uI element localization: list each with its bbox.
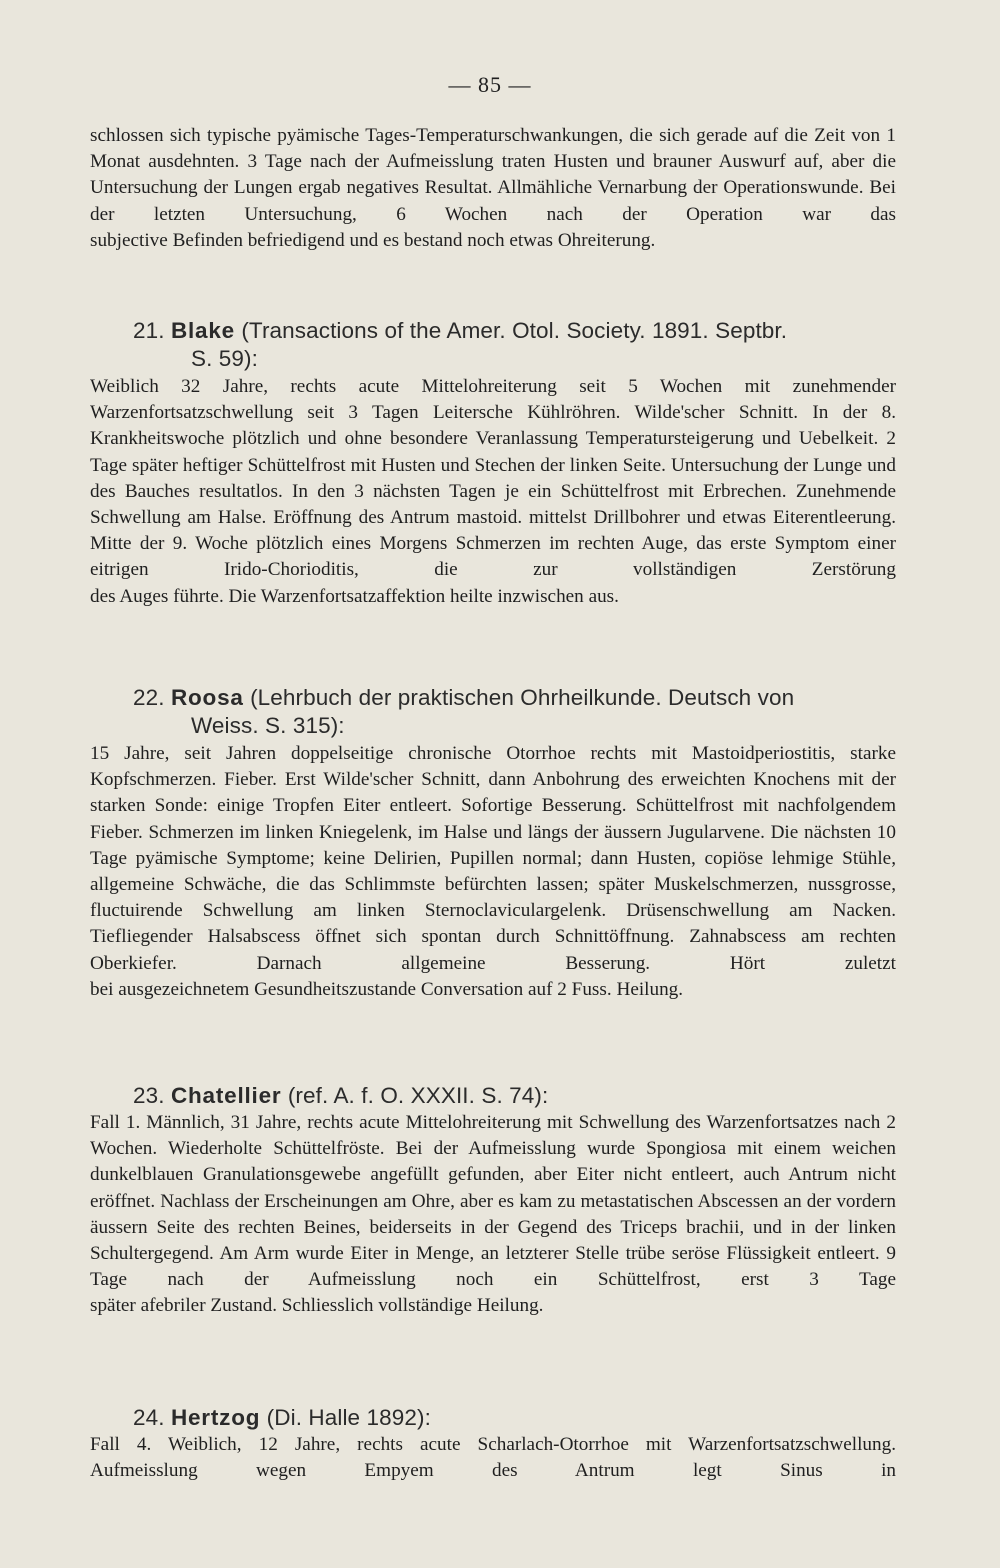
page-number: — 85 — — [448, 72, 532, 97]
case-number: 23. — [133, 1083, 165, 1108]
case-heading-24 — [133, 1404, 913, 1432]
case-reference: (Transactions of the Amer. Otol. Society. 1891. Septbr. — [241, 318, 788, 343]
case-heading-23 — [133, 1082, 913, 1110]
paragraph-text: Fall 4. Weiblich, 12 Jahre, rechts acute Scharlach-Otorrhoe mit Warzenfortsatzschwellung. Aufmeisslung wegen Empyem des Antrum legt Sinus in — [90, 1434, 896, 1482]
intro-paragraph — [90, 123, 896, 283]
case-reference-continued: S. 59): — [191, 346, 258, 371]
paragraph-text: 15 Jahre, seit Jahren doppelseitige chronische Otorrhoe rechts mit Mastoidperiostitis, starke Kopfschmerzen. Fieber. Erst Wilde'scher Schnitt, dann Anbohrung des erweichten Knochens mit der starken Sonde: einige Tropfen Eiter entleert. Sofortige Besserung. Schüttelfrost mit nachfolgendem Fieber. Schmerzen im linken Kniegelenk, im Halse und längs der äussern Jugularvene. Die nächsten 10 Tage pyämische Symptome; keine Delirien, Pupillen normal; dann Husten, copiöse lehmige Stühle, allgemeine Schwäche, die das Schlimmste befürchten lassen; später Muskelschmerzen, nussgrosse, fluctuirende Schwellung am linken Sternoclaviculargelenk. Drüsenschwellung am Nacken. Tiefliegender Halsabscess öffnet sich spontan durch Schnittöffnung. Zahnabscess am rechten Oberkiefer. Darnach allgemeine Besserung. Hört zuletzt — [90, 743, 896, 974]
case-reference: (Di. Halle 1892): — [266, 1405, 431, 1430]
case-body-22 — [90, 741, 896, 1059]
paragraph-last-line: subjective Befinden befriedigend und es bestand noch etwas Ohreiterung. — [90, 229, 656, 251]
case-author: Chatellier — [170, 1083, 282, 1108]
paragraph-text: Fall 1. Männlich, 31 Jahre, rechts acute Mittelohreiterung mit Schwellung des Warzenfortsatzes nach 2 Wochen. Wiederholte Schüttelfröste. Bei der Aufmeisslung wurde Spongiosa mit einem weichen dunkelblauen Granulationsgewebe angefüllt gefunden, aber Eiter nicht entleert, auch Antrum nicht eröffnet. Nachlass der Erscheinungen am Ohre, aber es kam zu metastatischen Abscessen an der vordern äussern Seite des rechten Beines, beiderseits in der Gegend des Triceps brachii, und in der linken Schultergegend. Am Arm wurde Eiter in Menge, an letzterer Stelle trübe seröse Flüssigkeit entleert. 9 Tage nach der Aufmeisslung noch ein Schüttelfrost, erst 3 Tage — [90, 1112, 896, 1291]
case-number: 22. — [133, 685, 165, 710]
case-heading-21 — [133, 317, 913, 373]
case-reference-continued: Weiss. S. 315): — [191, 713, 345, 738]
paragraph-last-line: des Auges führte. Die Warzenfortsatzaffektion heilte inzwischen aus. — [90, 585, 619, 607]
case-number: 21. — [133, 318, 165, 343]
paragraph-text: schlossen sich typische pyämische Tages-Temperaturschwankungen, die sich gerade auf die Zeit von 1 Monat ausdehnten. 3 Tage nach der Aufmeisslung traten Husten und brauner Auswurf auf, aber die Untersuchung der Lungen ergab negatives Resultat. Allmähliche Vernarbung der Operationswunde. Bei der letzten Untersuchung, 6 Wochen nach der Operation war das — [90, 125, 896, 225]
case-author: Hertzog — [170, 1405, 261, 1430]
paragraph-last-line: bei ausgezeichnetem Gesundheitszustande Conversation auf 2 Fuss. Heilung. — [90, 978, 684, 1000]
case-body-21 — [90, 374, 896, 659]
case-author: Roosa — [170, 685, 244, 710]
paragraph-last-line: später afebriler Zustand. Schliesslich vollständige Heilung. — [90, 1295, 544, 1317]
case-author: Blake — [170, 318, 235, 343]
case-body-24 — [90, 1432, 896, 1492]
paragraph-text: Weiblich 32 Jahre, rechts acute Mittelohreiterung seit 5 Wochen mit zunehmender Warzenfortsatzschwellung seit 3 Tagen Leitersche Kühlröhren. Wilde'scher Schnitt. In der 8. Krankheitswoche plötzlich und ohne besondere Veranlassung Temperatursteigerung und Uebelkeit. 2 Tage später heftiger Schüttelfrost mit Husten und Stechen der linken Seite. Untersuchung der Lunge und des Bauches resultatlos. In den 3 nächsten Tagen je ein Schüttelfrost mit Erbrechen. Zunehmende Schwellung am Halse. Eröffnung des Antrum mastoid. mittelst Drillbohrer und etwas Eiterentleerung. Mitte der 9. Woche plötzlich eines Morgens Schmerzen im rechten Auge, das erste Symptom einer eitrigen Irido-Chorioditis, die zur vollständigen Zerstörung — [90, 376, 896, 581]
case-body-23 — [90, 1110, 896, 1375]
case-heading-22 — [133, 684, 913, 740]
case-reference: (ref. A. f. O. XXXII. S. 74): — [287, 1083, 549, 1108]
case-number: 24. — [133, 1405, 165, 1430]
case-reference: (Lehrbuch der praktischen Ohrheilkunde. Deutsch von — [250, 685, 795, 710]
